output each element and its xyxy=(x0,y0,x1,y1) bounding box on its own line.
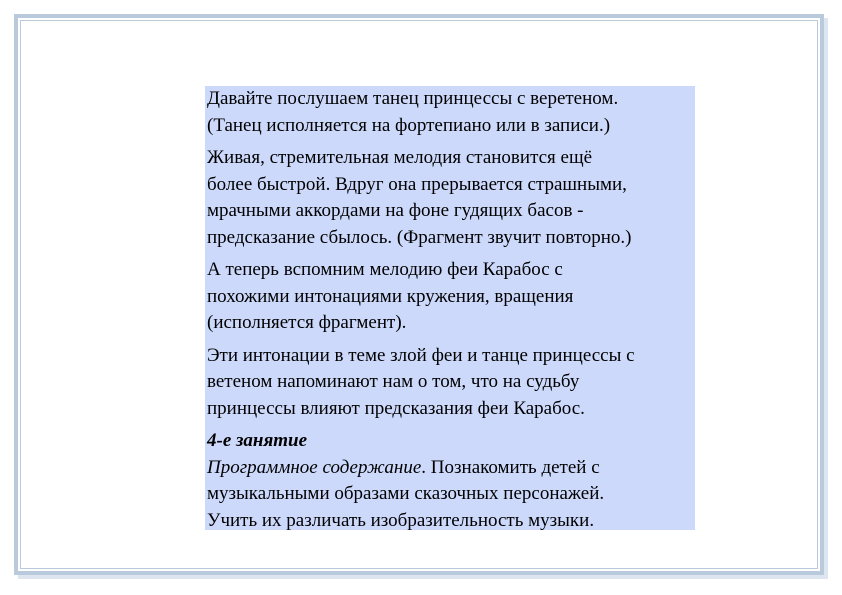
program-paragraph xyxy=(207,455,693,535)
paragraph-melody: Живая, стремительная мелодия становится ещё более быстрой. Вдруг она прерывается страшными, мрачными аккордами на фоне гудящих басов - предсказание сбылось. (Фрагмент звучит повторно.) xyxy=(207,147,632,248)
program-label: Программное содержание xyxy=(207,456,422,478)
lesson-heading: 4-е занятие xyxy=(207,430,308,451)
paragraph-dance: Давайте послушаем танец принцессы с веретеном. (Танец исполняется на фортепиано или в записи.) xyxy=(207,88,619,136)
slide-text-block xyxy=(205,86,695,530)
frame-shadow-bottom xyxy=(18,575,828,579)
paragraph-intonations: Эти интонации в теме злой феи и танце принцессы с ветеном напоминают нам о том, что на судьбу принцессы влияют предсказания феи Карабос. xyxy=(207,344,635,419)
paragraph-karabos: А теперь вспомним мелодию феи Карабос с похожими интонациями кружения, вращения (исполняется фрагмент). xyxy=(207,259,574,333)
frame-shadow-right xyxy=(824,18,828,579)
program-text: . Познакомить детей с музыкальными образами сказочных персонажей. Учить их различать изобразительность музыки. xyxy=(207,456,605,531)
